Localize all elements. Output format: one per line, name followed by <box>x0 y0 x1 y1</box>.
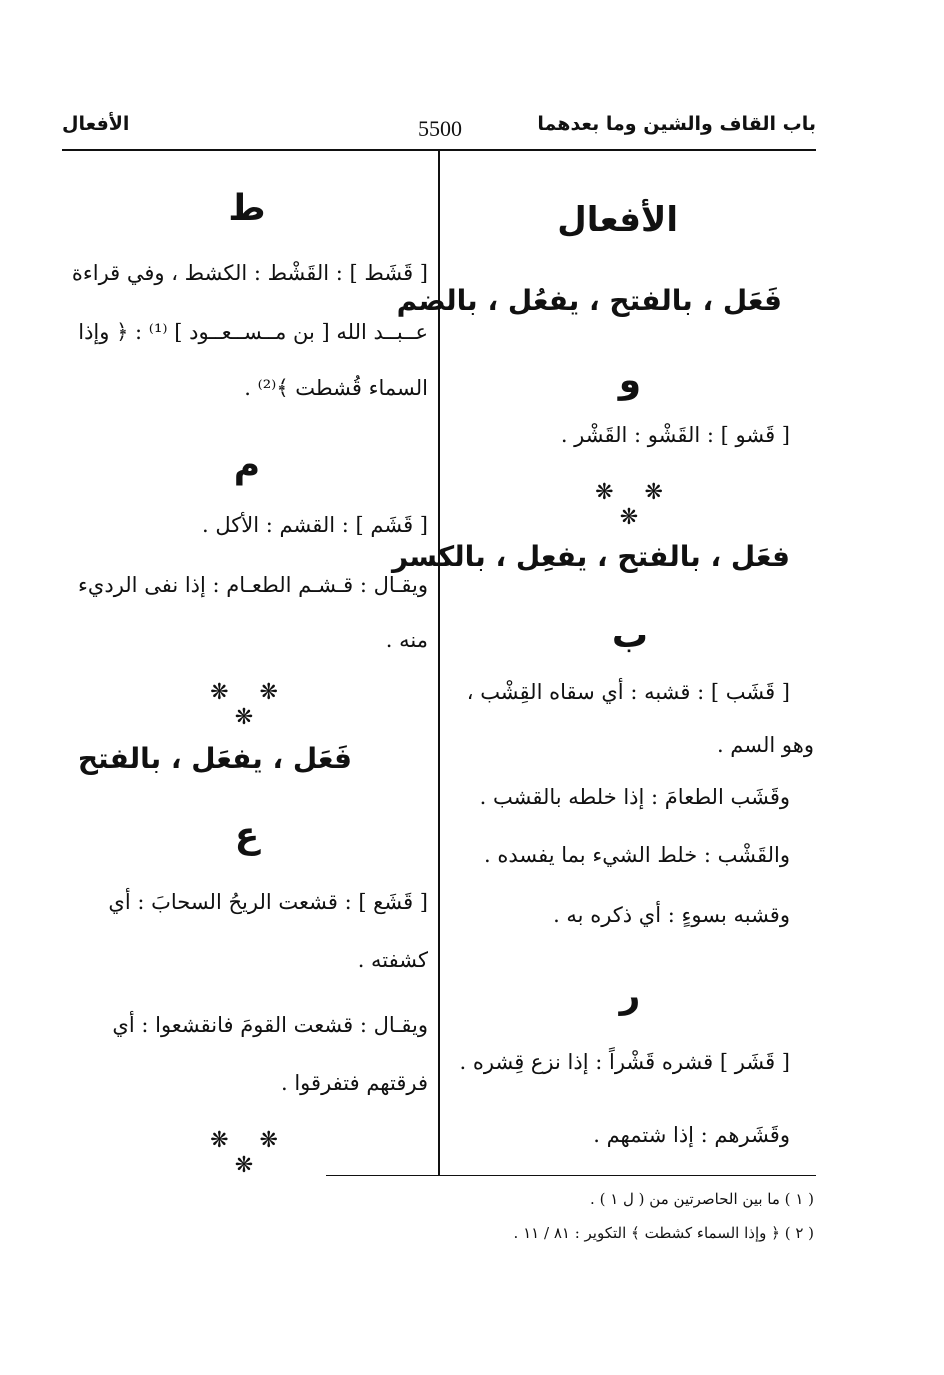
letter-heading-waw: و <box>618 360 642 401</box>
separator-stars-2: ❋ ❋ ❋ <box>210 680 290 730</box>
section-title-2: فعَل ، بالفتح ، يفعِل ، بالكسر <box>391 540 790 573</box>
entry-qasham-line1: [ قَشَم ] : القشم : الأكل . <box>202 513 428 537</box>
main-title: الأفعال <box>557 200 678 240</box>
entry-qasha-line4: فرقتهم فتفرقوا . <box>281 1071 428 1095</box>
entry-qasham-line2: ويقـال : قـشـم الطعـام : إذا نفى الرديء <box>78 573 428 597</box>
separator-stars-1: ❋ ❋ ❋ <box>595 480 675 530</box>
letter-heading-mim: م <box>233 445 261 486</box>
letter-heading-ayn: ع <box>234 815 260 856</box>
section-title-3: فَعَل ، يفعَل ، بالفتح <box>77 742 352 775</box>
entry-qasht-line1: [ قَشَط ] : القَشْط : الكشط ، وفي قراءة <box>71 261 428 285</box>
entry-qasht-line2: عــبــد الله [ بن مــســعــود ] ⁽¹⁾ : ﴿ وإذا <box>78 320 428 344</box>
letter-heading-ra: ر <box>619 975 641 1016</box>
letter-heading-ta: ط <box>228 188 266 229</box>
footnote-1: ( ١ ) ما بين الحاصرتين من ( ل ١ ) . <box>590 1190 814 1208</box>
header-chapter-title: باب القاف والشين وما بعدهما <box>537 113 816 135</box>
entry-qashab-line4: والقَشْب : خلط الشيء بما يفسده . <box>484 843 790 867</box>
page-number: 5500 <box>418 116 462 141</box>
entry-qasht-line3: السماء قُشطت ﴾⁽²⁾ . <box>244 376 428 400</box>
entry-qasha-line2: كشفته . <box>357 948 428 972</box>
entry-qashab-line5: وقشبه بسوءٍ : أي ذكره به . <box>553 903 790 927</box>
section-title-1: فَعَل ، بالفتح ، يفعُل ، بالضم <box>396 284 782 317</box>
entry-qashab-line2: وهو السم . <box>716 733 814 757</box>
entry-qasham-line3: منه . <box>385 628 428 652</box>
entry-qasha-line1: [ قَشَع ] : قشعت الريحُ السحابَ : أي <box>108 890 428 914</box>
footnote-rule <box>326 1175 816 1176</box>
header-section-title: الأفعال <box>62 113 130 135</box>
entry-qashar-line2: وقَشَرهم : إذا شتمهم . <box>593 1123 790 1147</box>
entry-qashar-line1: [ قَشَر ] قشره قَشْراً : إذا نزع قِشره . <box>459 1050 790 1074</box>
entry-qashab-line1: [ قَشَب ] : قشبه : أي سقاه القِشْب ، <box>466 680 790 704</box>
entry-qashw: [ قَشو ] : القَشْو : القَشْر . <box>560 423 790 447</box>
footnote-2: ( ٢ ) ﴿ وإذا السماء كشطت ﴾ التكوير : ٨١ / ١١ . <box>513 1224 814 1242</box>
entry-qashab-line3: وقَشَب الطعامَ : إذا خلطه بالقشب . <box>479 785 790 809</box>
separator-stars-3: ❋ ❋ ❋ <box>210 1128 290 1178</box>
letter-heading-ba: ب <box>611 615 649 656</box>
entry-qasha-line3: ويقـال : قشعت القومَ فانقشعوا : أي <box>112 1013 428 1037</box>
